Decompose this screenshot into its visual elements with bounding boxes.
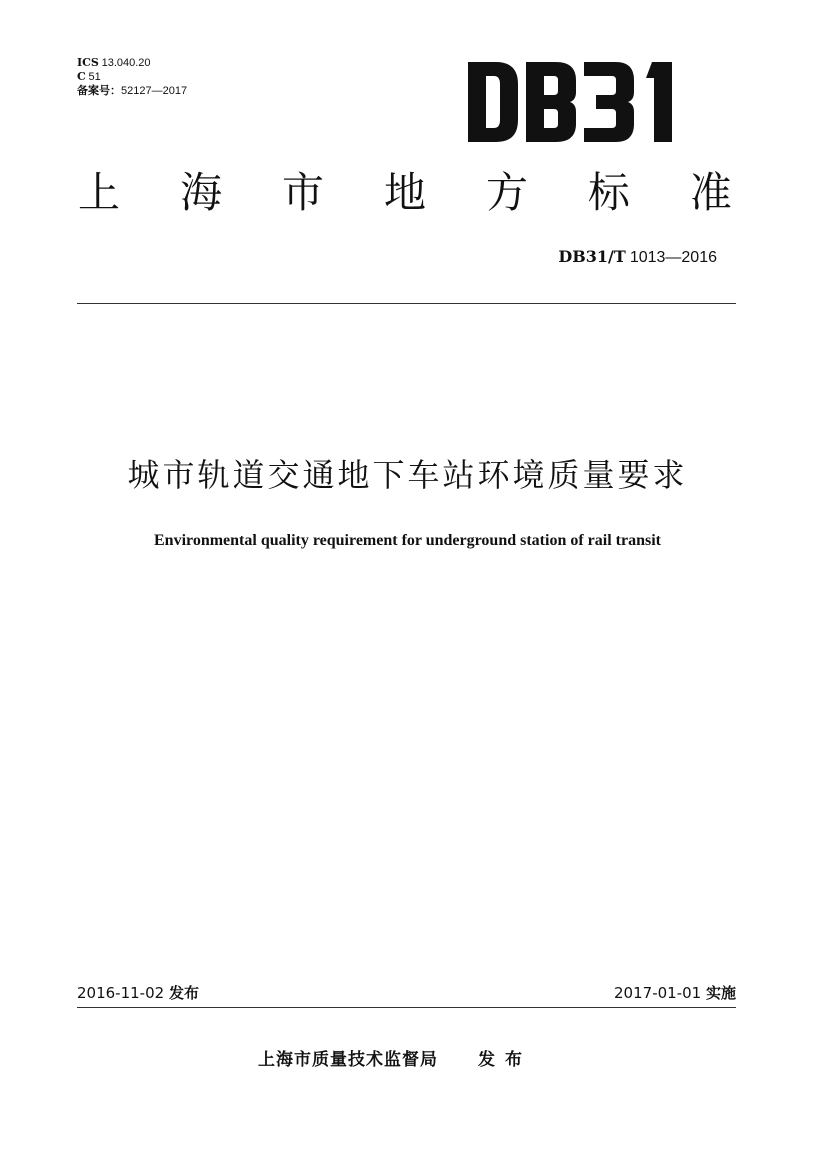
record-label: 备案号： (77, 84, 121, 97)
ics-value: 13.040.20 (101, 57, 151, 69)
standard-type-char: 方 (485, 168, 528, 217)
effective-date (614, 984, 736, 1002)
standard-type-char: 上 (78, 168, 121, 217)
effective-date-value: 2017-01-01 (614, 984, 702, 1002)
standard-code-prefix: DB31/T (558, 247, 626, 266)
issuer-action: 发布 (478, 1050, 532, 1070)
ics-code-line (77, 56, 187, 70)
standard-code (558, 247, 717, 268)
issue-date-label: 发布 (168, 984, 199, 1002)
standard-type-char: 海 (179, 168, 222, 217)
standard-type-heading (78, 168, 732, 218)
standard-type-char: 标 (587, 168, 630, 217)
document-title-en: Environmental quality requirement for underground station of rail transit (154, 532, 661, 549)
issue-date (77, 984, 199, 1002)
ics-label: ICS (77, 56, 99, 69)
effective-date-label: 实施 (705, 984, 736, 1002)
document-title-zh: 城市轨道交通地下车站环境质量要求 (127, 456, 688, 494)
issue-date-value: 2016-11-02 (77, 984, 165, 1002)
standard-code-number: 1013—2016 (629, 249, 717, 266)
issuer-name: 上海市质量技术监督局 (258, 1050, 438, 1070)
standard-type-char: 准 (689, 168, 732, 217)
ccs-code-line (77, 70, 187, 84)
standard-type-char: 市 (281, 168, 324, 217)
db31-logo (468, 62, 692, 142)
record-value: 52127—2017 (121, 85, 188, 97)
record-number-line (77, 84, 187, 98)
top-divider (77, 303, 736, 304)
issuing-authority (258, 1050, 532, 1070)
ccs-value: 51 (88, 71, 101, 83)
standard-type-char: 地 (383, 168, 426, 217)
ccs-label: C (77, 70, 86, 83)
bottom-divider (77, 1007, 736, 1008)
classification-block (77, 56, 187, 98)
